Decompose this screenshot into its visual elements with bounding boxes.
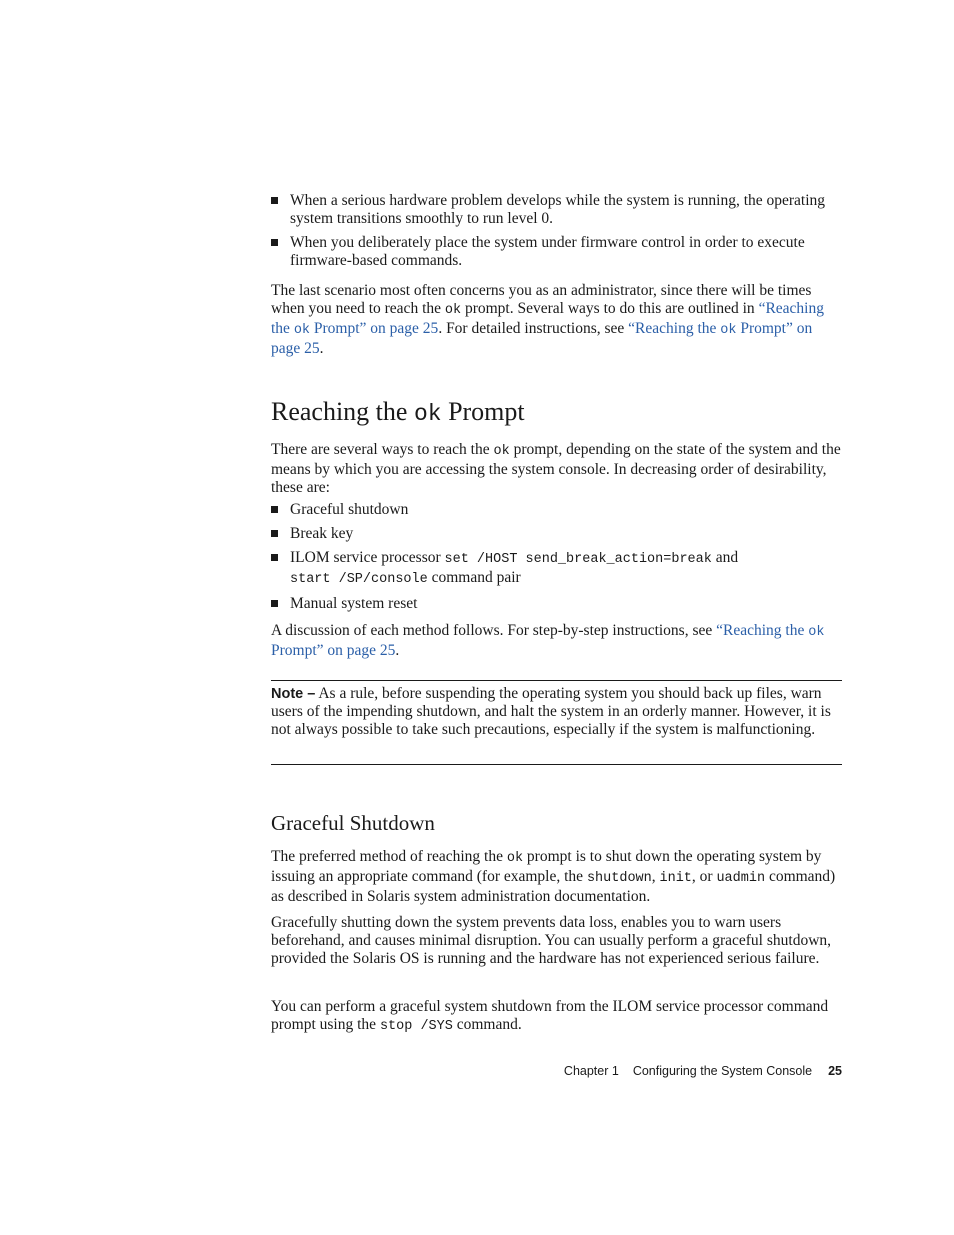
code-init: init	[659, 871, 692, 886]
list-item	[271, 525, 842, 543]
section-heading-graceful-shutdown: Graceful Shutdown	[271, 811, 435, 835]
bullet-text: Break key	[290, 525, 354, 542]
list-item	[271, 192, 842, 228]
list-item	[271, 595, 842, 613]
reaching-ok-prompt-link[interactable]: “Reaching the ok Prompt” on page 25	[271, 622, 825, 659]
bullet-text: When a serious hardware problem develops while the system is running, the operating system transitions smoothly to run level 0.	[290, 192, 826, 227]
bullet-icon	[271, 506, 278, 513]
code-ok: ok	[506, 851, 524, 866]
code-uadmin: uadmin	[716, 871, 766, 886]
bullet-text: Manual system reset	[290, 595, 418, 612]
section2-paragraph: Gracefully shutting down the system prevents data loss, enables you to warn users beforehand, and causes minimal disruption. You can usually perform a graceful shutdown, provided the Solaris OS is running and the hardware has not experienced serious failure.	[271, 914, 832, 967]
reaching-ok-prompt-link[interactable]: “Reaching the ok Prompt” on page 25	[271, 300, 824, 338]
footer-title: Configuring the System Console	[632, 1064, 813, 1078]
method-bullet-list	[271, 501, 842, 619]
note-box	[271, 680, 842, 765]
intro-paragraph: The last scenario most often concerns you as an administrator, since there will be times when you need to reach the ok prompt. Several ways to do this are outlined in “Reaching the ok Prompt” on page 25. For detailed instructions, see “Reaching the ok Prompt” on page 25.	[271, 282, 824, 357]
section1-paragraph: A discussion of each method follows. For step-by-step instructions, see “Reaching the ok Prompt” on page 25.	[271, 622, 825, 659]
bullet-text: Graceful shutdown	[290, 501, 409, 518]
code-ok: ok	[493, 444, 510, 459]
list-item	[271, 501, 842, 519]
footer-chapter: Chapter 1	[563, 1064, 619, 1078]
section1-paragraph: There are several ways to reach the ok prompt, depending on the state of the system and the means by which you are accessing the system console. In decreasing order of desirability, these are:	[271, 441, 841, 496]
section2-paragraph: You can perform a graceful system shutdown from the ILOM service processor command prompt using the stop /SYS command.	[271, 998, 829, 1034]
code-stop-sys: stop /SYS	[379, 1019, 453, 1034]
bullet-icon	[271, 197, 278, 204]
bullet-icon	[271, 239, 278, 246]
list-item	[271, 234, 842, 270]
code-start-console: start /SP/console	[290, 572, 428, 587]
intro-bullet-list	[271, 192, 842, 276]
code-ok: ok	[444, 303, 462, 318]
bullet-icon	[271, 554, 278, 561]
section2-paragraph: The preferred method of reaching the ok prompt is to shut down the operating system by issuing an appropriate command (for example, the shutdown, init, or uadmin command) as described in Solaris system administration documentation.	[271, 848, 836, 905]
section-heading-reaching-ok-prompt: Reaching the ok Prompt	[271, 397, 525, 427]
page-number: 25	[828, 1064, 842, 1078]
reaching-ok-prompt-link[interactable]: “Reaching the ok Prompt” on page 25	[271, 320, 813, 357]
page-footer	[564, 1064, 842, 1078]
bullet-text: ILOM service processor set /HOST send_break_action=break and start /SP/console command pair	[290, 549, 739, 587]
code-set-host: set /HOST send_break_action=break	[444, 552, 712, 567]
bullet-icon	[271, 530, 278, 537]
note-label: Note –	[271, 686, 316, 702]
list-item	[271, 549, 842, 589]
code-shutdown: shutdown	[586, 871, 652, 886]
bullet-text: When you deliberately place the system under firmware control in order to execute firmware-based commands.	[290, 234, 805, 269]
note-text: Note – As a rule, before suspending the operating system you should back up files, warn users of the impending shutdown, and halt the system in an orderly manner. However, it is not always possible to take such precautions, especially if the system is malfunctioning.	[271, 685, 831, 738]
bullet-icon	[271, 600, 278, 607]
